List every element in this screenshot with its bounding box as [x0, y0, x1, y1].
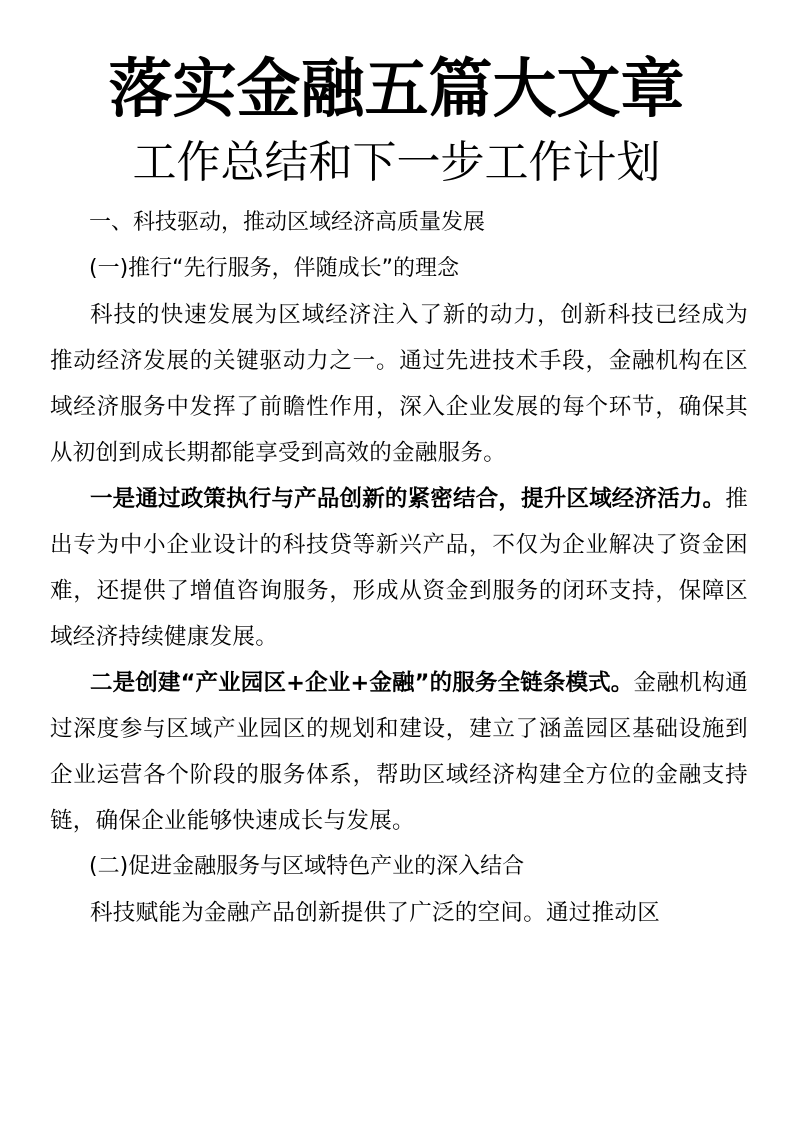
key-point-paragraph — [50, 660, 748, 844]
document-title: 落实金融五篇大文章 — [108, 53, 685, 127]
document-subtitle: 工作总结和下一步工作计划 — [132, 137, 661, 188]
document-body — [50, 200, 748, 936]
body-paragraph: 科技的快速发展为区域经济注入了新的动力，创新科技已经成为推动经济发展的关键驱动力之一。通过先进技术手段，金融机构在区域经济服务中发挥了前瞻性作用，深入企业发展的每个环节，确保其从初创到成长期都能享受到高效的金融服务。 — [50, 302, 748, 466]
key-point-paragraph — [50, 476, 748, 660]
key-point-text: 金融机构通过深度参与区域产业园区的规划和建设，建立了涵盖园区基础设施到企业运营各个阶段的服务体系，帮助区域经济构建全方位的金融支持链，确保企业能够快速成长与发展。 — [50, 670, 748, 834]
subsection-heading: (一)推行“先行服务，伴随成长”的理念 — [89, 256, 459, 281]
subsection-heading: (二)促进金融服务与区域特色产业的深入结合 — [89, 854, 525, 879]
body-paragraph: 科技赋能为金融产品创新提供了广泛的空间。通过推动区 — [90, 900, 661, 926]
key-point-lead: 二是创建“产业园区+企业+金融”的服务全链条模式。 — [90, 670, 634, 696]
section-heading: 一、科技驱动，推动区域经济高质量发展 — [89, 210, 486, 235]
key-point-lead: 一是通过政策执行与产品创新的紧密结合，提升区域经济活力。 — [90, 486, 726, 512]
key-point-text: 推出专为中小企业设计的科技贷等新兴产品，不仅为企业解决了资金困难，还提供了增值咨询服务，形成从资金到服务的闭环支持，保障区域经济持续健康发展。 — [50, 486, 748, 650]
